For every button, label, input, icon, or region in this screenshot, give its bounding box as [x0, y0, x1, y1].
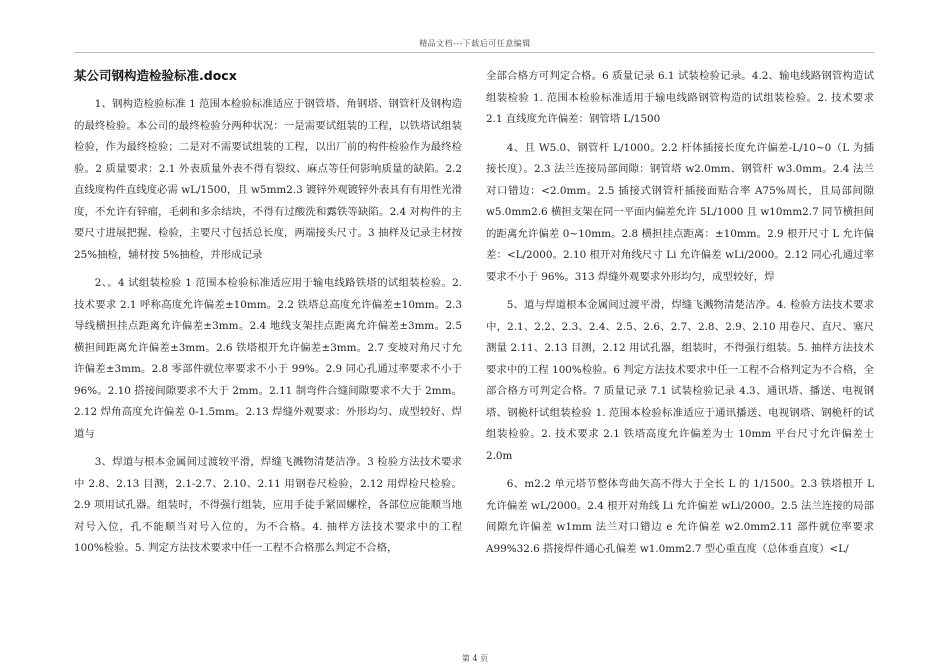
paragraph: 全部合格方可判定合格。6 质量记录 6.1 试装检验记录。4.2、输电线路钢管构造试组装检验 1. 范围本检验标准适用于输电线路钢管构造的试组装检验。2. 技术要求 2.1 直线度允许偏差：钢管塔 L/1500 [486, 70, 874, 125]
left-column [74, 66, 462, 567]
paragraph: 5、道与焊道根本金属间过渡平滑，焊缝飞溅物清楚洁净。4. 检验方法技术要求中，2.1、2.2、2.3、2.4、2.5、2.6、2.7、2.8、2.9、2.10 用卷尺、直尺、塞尺测量 2.11、2.13 目测，2.12 用试孔器，组装时，不得强行组装。5. 抽样方法技术要求中的工程 100%检验。6 判定方法技术要求中任一工程不合格判定为不合格，全部合格方可判定合格。7 质量记录 7.1 试装检验记录 4.3、通讯塔、播送、电视钢塔、钢桅杆试组装检验 1. 范围本检验标准适应于通讯播送、电视钢塔、钢桅杆的试组装检验。2. 技术要求 2.1 铁塔高度允许偏差为士 10mm 平台尺寸允许偏差士 2.0m [486, 299, 874, 462]
right-column [486, 66, 874, 567]
paragraph: 6、m2.2 单元塔节整体弯曲矢高不得大于全长 L 的 1/1500。2.3 铁塔根开 L 允许偏差 wL/2000。2.4 根开对角线 Li 允许偏差 wLi/2000。2.5 法兰连接的局部间隙允许偏差 w1mm 法兰对口错边 e 允许偏差 w2.0mm2.11 部件就位率要求 A99%32.6 搭接焊件通心孔偏差 w1.0mm2.7 型心重直度（总体垂直度）<L/ [486, 478, 874, 555]
paragraph: 1、钢构造检验标准 1 范围本检验标准适应于钢管塔、角钢塔、钢管杆及钢构造的最终检验。本公司的最终检验分两种状况：一是需要试组装的工程，以铁塔试组装检验，作为最终检验；二是对不需要试组装的工程，以出厂前的构件检验作为最终检验。2 质量要求：2.1 外表质量外表不得有裂纹、麻点等任何影响质量的缺陷。2.2 直线度构件直线度必需 wL/1500，且 w5mm2.3 镀锌外观镀锌外表具有有用性光滑度，不允许有锌瘤，毛刺和多余结块，不得有过酸洗和露铁等缺陷。2.4 对构件的主要尺寸进展把握、检验，主要尺寸包括总长度，两端接头尺寸。3 抽样及记录主材按 25%抽检，辅材按 5%抽检，并形成记录 [74, 98, 462, 261]
header-divider [74, 52, 874, 53]
document-title: 某公司钢构造检验标准.docx [74, 68, 237, 83]
paragraph: 3、焊道与根本金属间过渡较平滑，焊缝飞溅物清楚洁净。3 检验方法技术要求中 2.8、2.13 目测，2.1-2.7、2.10、2.11 用钢卷尺检验，2.12 用焊检尺检验。2.9 项用试孔器。组装时，不得强行组装，应用手徒手紧固螺栓，各部位应能顺当地对号入位，孔不能顺当对号入位的，为不合格。4. 抽样方法技术要求中的工程 100%检验。5. 判定方法技术要求中任一工程不合格那么判定不合格， [74, 456, 462, 554]
paragraph: 2、。4 试组装检验 1 范围本检验标准适应用于输电线路铁塔的试组装检验。2. 技术要求 2.1 呼称高度允许偏差±10mm。2.2 铁塔总高度允许偏差±10mm。2.3 导线横担挂点距离允许偏差±3mm。2.4 地线支架挂点距离允许偏差±3mm。2.5 横担间距离允许偏差±3mm。2.6 铁塔根开允许偏差±3mm。2.7 变坡对角尺寸允许偏差±3mm。2.8 零部件就位率要求不小于 99%。2.9 同心孔通过率要求不小于 96%。2.10 搭接间隙要求不大于 2mm。2.11 制弯件合缝间隙要求不大于 2mm。2.12 焊角高度允许偏差 0-1.5mm。2.13 焊缝外观要求：外形均匀、成型较好、焊道与 [74, 277, 462, 440]
paragraph: 4、且 W5.0、钢管杆 L/1000。2.2 杆体插接长度允许偏差-L/10~0（L 为插接长度）。2.3 法兰连接局部间隙：钢管塔 w2.0mm、钢管杆 w3.0mm。2.4 法兰对口错边：<2.0mm。2.5 插接式钢管杆插接面贴合率 A75%周长，且局部间隙 w5.0mm2.6 横担支架在同一平面内偏差允许 5L/1000 且 w10mm2.7 同节横担间的距离允许偏差 0~10mm。2.8 横担挂点距离：±10mm。2.9 根开尺寸 L 允许偏差：<L/2000。2.10 根开对角线尺寸 Li 允许偏差 wLi/2000。2.12 同心孔通过率要求不小于 96%。313 焊缝外观要求外形均匀，成型较好，焊 [486, 141, 874, 283]
page-header: 精品文档---下载后可任意编辑 [419, 39, 531, 48]
page-number: 第 4 页 [461, 654, 489, 663]
